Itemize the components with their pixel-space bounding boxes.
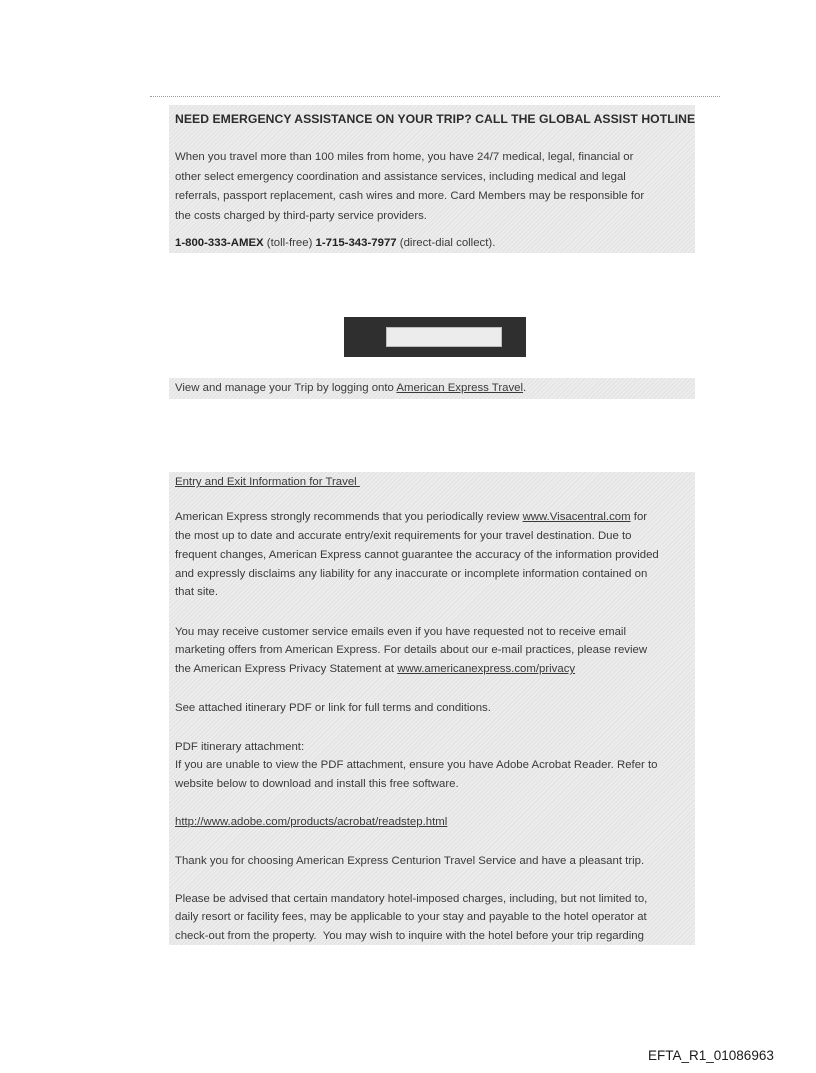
- adobe-link-line: [175, 816, 447, 828]
- hotline-heading: NEED EMERGENCY ASSISTANCE ON YOUR TRIP? CALL THE GLOBAL ASSIST HOTLINE: [175, 112, 696, 126]
- hotel-charges-line: daily resort or facility fees, may be applicable to your stay and payable to the hotel operator at: [175, 911, 647, 923]
- entry-exit-text-line: that site.: [175, 586, 219, 598]
- manage-trip-label: View and manage your Trip by logging onto: [175, 382, 397, 394]
- hotel-charges-line: check-out from the property. You may wish to inquire with the hotel before your trip regarding: [175, 930, 644, 942]
- adobe-link[interactable]: http://www.adobe.com/products/acrobat/readstep.html: [175, 816, 448, 828]
- manage-trip-text: [175, 382, 526, 394]
- amex-travel-link[interactable]: American Express Travel: [396, 382, 524, 394]
- hotel-charges-line: Please be advised that certain mandatory hotel-imposed charges, including, but not limited to,: [175, 893, 648, 905]
- hotline-line: other select emergency coordination and assistance services, including medical and legal: [175, 170, 626, 183]
- entry-exit-text-line: the most up to date and accurate entry/exit requirements for your travel destination. Due to: [175, 530, 632, 542]
- direct-note: (direct-dial collect).: [396, 237, 496, 249]
- privacy-pre: the American Express Privacy Statement at: [175, 663, 398, 675]
- redacted-banner-image: [344, 317, 526, 357]
- privacy-link[interactable]: www.americanexpress.com/privacy: [397, 663, 576, 675]
- email-practices-line: marketing offers from American Express. For details about our e-mail practices, please review: [175, 644, 648, 656]
- pdf-attachment-line: If you are unable to view the PDF attachment, ensure you have Adobe Acrobat Reader. Refer to: [175, 759, 658, 771]
- hotline-line: referrals, passport replacement, cash wires and more. Card Members may be responsible for: [175, 190, 645, 202]
- redacted-banner-button[interactable]: [386, 327, 502, 347]
- terms-note: See attached itinerary PDF or link for full terms and conditions.: [175, 702, 491, 714]
- entry-exit-text-line: frequent changes, American Express cannot guarantee the accuracy of the information provided: [175, 549, 659, 561]
- hotline-phone-numbers: [175, 237, 495, 249]
- manage-trip-section: [169, 378, 695, 399]
- top-divider: [150, 96, 720, 97]
- tollfree-number: 1-800-333-AMEX: [175, 237, 264, 249]
- privacy-line: [175, 663, 575, 675]
- entry-exit-title-line: [175, 476, 360, 488]
- pdf-attachment-label: PDF itinerary attachment:: [175, 741, 305, 753]
- visacentral-link[interactable]: www.Visacentral.com: [522, 511, 631, 523]
- tollfree-note: (toll-free): [263, 237, 316, 249]
- direct-number: 1-715-343-7977: [315, 237, 397, 249]
- visacentral-line: [175, 511, 647, 523]
- visacentral-post: for: [630, 511, 648, 523]
- manage-trip-period: .: [523, 382, 527, 394]
- thank-you-note: Thank you for choosing American Express Centurion Travel Service and have a pleasant trip.: [175, 855, 645, 867]
- document-id: EFTA_R1_01086963: [648, 1048, 774, 1063]
- hotline-line: the costs charged by third-party service providers.: [175, 209, 427, 222]
- hotline-line: When you travel more than 100 miles from home, you have 24/7 medical, legal, financial or: [175, 151, 634, 163]
- entry-exit-title-link[interactable]: Entry and Exit Information for Travel: [175, 476, 360, 488]
- visacentral-pre: American Express strongly recommends that you periodically review: [175, 511, 523, 523]
- hotline-description: [175, 148, 687, 226]
- entry-exit-section: [169, 472, 695, 945]
- email-practices-line: You may receive customer service emails even if you have requested not to receive email: [175, 626, 626, 638]
- pdf-attachment-line: website below to download and install this free software.: [175, 778, 459, 790]
- global-assist-section: [169, 105, 695, 253]
- entry-exit-text-line: and expressly disclaims any liability for any inaccurate or incomplete information contained on: [175, 568, 648, 580]
